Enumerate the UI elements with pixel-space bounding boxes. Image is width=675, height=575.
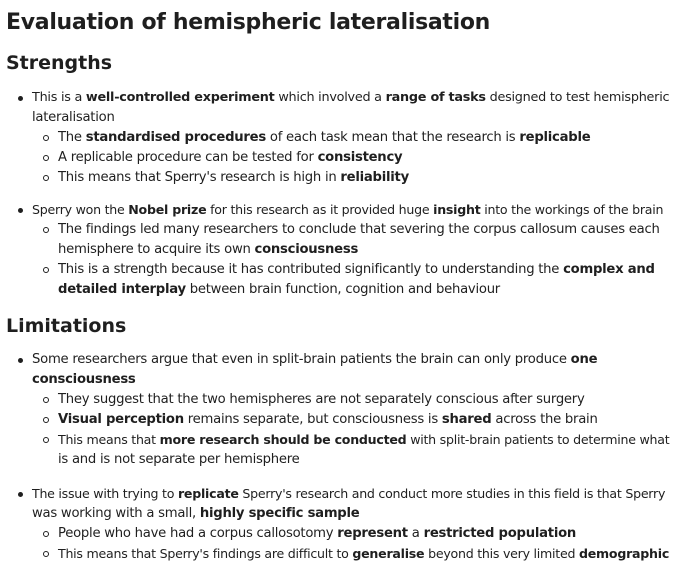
circle-bullet-icon [43, 155, 49, 161]
sub-list-item: People who have had a corpus callosotomy represent a restricted population [6, 524, 670, 544]
circle-bullet-icon [43, 135, 49, 141]
sub-list-item: The findings led many researchers to conclude that severing the corpus callosum causes each [6, 220, 670, 240]
list-item: Some researchers argue that even in split-brain patients the brain can only produce one [6, 350, 670, 370]
bullet-icon [18, 358, 23, 363]
circle-bullet-icon [43, 227, 49, 233]
list-item: The issue with trying to replicate Sperry's research and conduct more studies in this field is that Sperry [6, 484, 670, 504]
sub-list-item-continuation: hemisphere to acquire its own consciousness [58, 242, 359, 257]
sub-list-item: Visual perception remains separate, but consciousness is shared across the brain [6, 410, 670, 430]
sub-list-item-continuation: detailed interplay between brain function, cognition and behaviour [58, 282, 500, 297]
list-item: Sperry won the Nobel prize for this research as it provided huge insight into the workings of the brain [6, 200, 670, 220]
list-item-continuation: was working with a small, highly specific sample [32, 506, 360, 521]
sub-list-item: A replicable procedure can be tested for consistency [6, 148, 670, 168]
bullet-icon [18, 96, 23, 101]
circle-bullet-icon [43, 531, 49, 537]
sub-list-item: This is a strength because it has contributed significantly to understanding the complex and [6, 260, 670, 280]
sub-list-item: The standardised procedures of each task mean that the research is replicable [6, 128, 670, 148]
strength-point-1 [6, 88, 670, 188]
circle-bullet-icon [43, 437, 49, 443]
sub-list-item: They suggest that the two hemispheres are not separately conscious after surgery [6, 390, 670, 410]
sub-list-item: This means that more research should be conducted with split-brain patients to determine what [6, 430, 670, 450]
list-item-continuation: lateralisation [32, 110, 115, 125]
sub-list-item: This means that Sperry's findings are difficult to generalise beyond this very limited demographic [6, 544, 670, 564]
circle-bullet-icon [43, 551, 49, 557]
bullet-icon [18, 492, 23, 497]
circle-bullet-icon [43, 397, 49, 403]
limitation-point-1 [6, 350, 670, 470]
circle-bullet-icon [43, 175, 49, 181]
limitations-heading: Limitations [6, 315, 127, 337]
sub-list-item-continuation: is and is not separate per hemisphere [58, 452, 300, 467]
page-title: Evaluation of hemispheric lateralisation [6, 10, 491, 35]
strengths-heading: Strengths [6, 52, 113, 74]
bullet-icon [18, 208, 23, 213]
limitation-point-2 [6, 484, 670, 564]
strength-point-2 [6, 200, 670, 300]
sub-list-item: This means that Sperry's research is high in reliability [6, 168, 670, 188]
list-item-continuation: consciousness [32, 372, 136, 387]
list-item: This is a well-controlled experiment which involved a range of tasks designed to test hemispheric [6, 88, 670, 108]
circle-bullet-icon [43, 417, 49, 423]
circle-bullet-icon [43, 267, 49, 273]
